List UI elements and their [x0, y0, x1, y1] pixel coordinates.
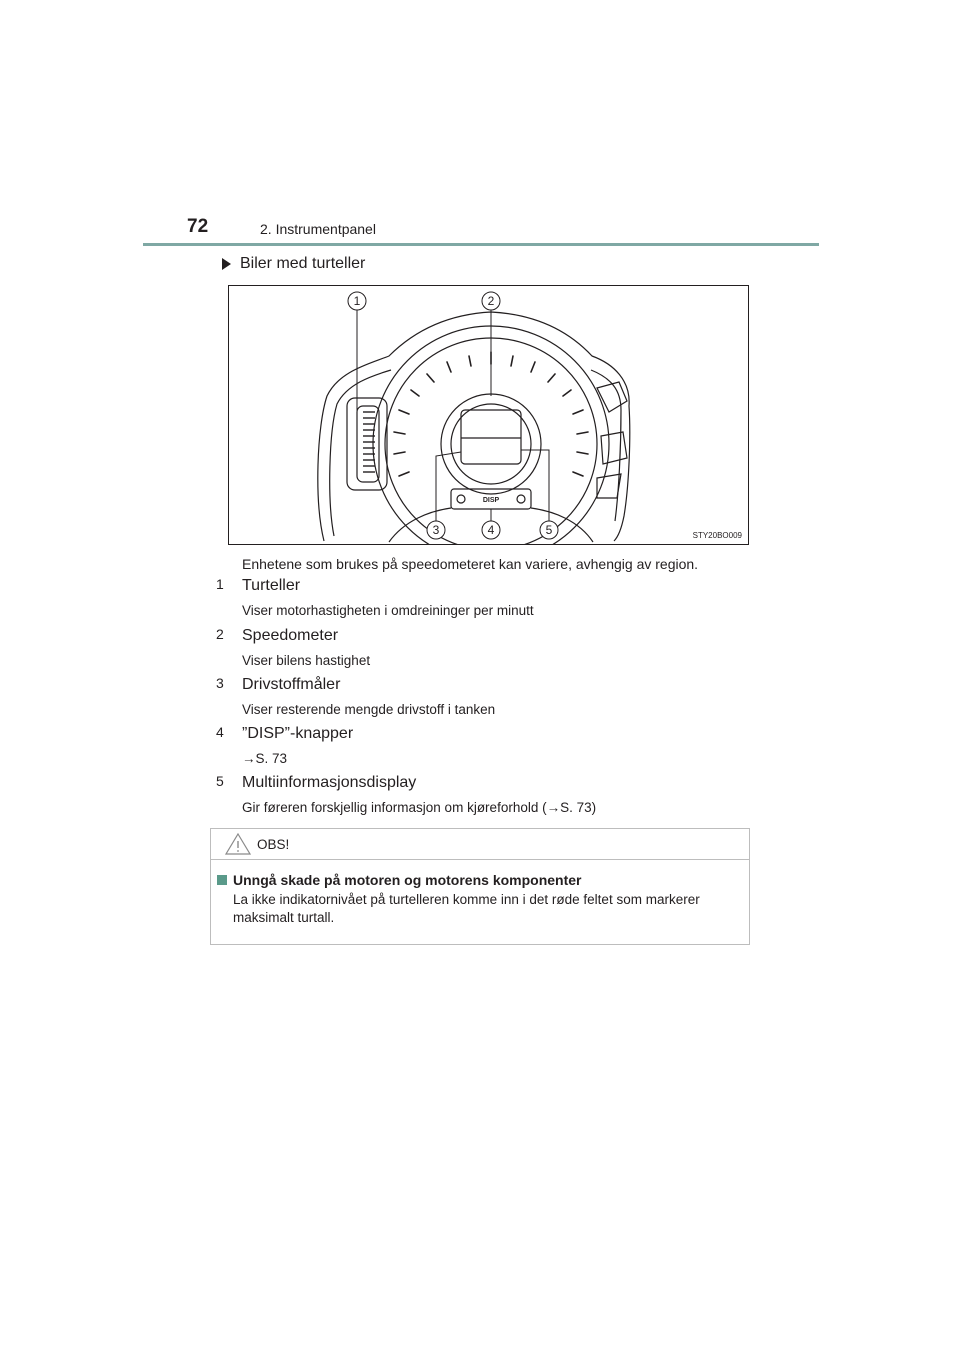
caution-heading: OBS!: [257, 836, 290, 852]
disp-button-label: DISP: [482, 497, 500, 504]
caution-box: [210, 828, 750, 945]
caution-text: La ikke indikatornivået på turtelleren komme inn i det røde feltet som markerer maksimalt turtall.: [233, 892, 700, 925]
subsection-label: Biler med turteller: [240, 255, 366, 272]
item-label: Multiinformasjonsdisplay: [242, 774, 417, 791]
list-item: [216, 724, 756, 766]
list-item: [216, 675, 756, 717]
item-label: ”DISP”-knapper: [242, 725, 354, 742]
callout-2: 2: [487, 294, 495, 308]
item-number: 5: [216, 773, 224, 789]
warning-triangle-icon: [225, 833, 251, 855]
item-number: 2: [216, 626, 224, 642]
callout-1: 1: [353, 294, 361, 308]
item-number: 3: [216, 675, 224, 691]
item-label: Drivstoffmåler: [242, 676, 341, 693]
item-description: Viser bilens hastighet: [242, 653, 371, 668]
list-item: [216, 626, 756, 668]
subsection-heading: [222, 255, 365, 273]
item-description: Gir føreren forskjellig informasjon om kjøreforhold (→S. 73): [242, 800, 597, 815]
callout-3: 3: [432, 523, 440, 537]
figure-code: STY20BO009: [692, 531, 742, 540]
region-note: Enhetene som brukes på speedometeret kan variere, avhengig av region.: [242, 556, 699, 572]
item-label: Turteller: [242, 577, 301, 594]
item-number: 1: [216, 576, 224, 592]
caution-title: Unngå skade på motoren og motorens komponenter: [233, 872, 582, 888]
header-rule: [143, 243, 819, 246]
item-label: Speedometer: [242, 627, 339, 644]
item-description: →S. 73: [242, 751, 288, 766]
section-title: 2. Instrumentpanel: [260, 221, 376, 237]
triangle-bullet-icon: [222, 258, 231, 270]
caution-header: [211, 829, 749, 860]
list-item: [216, 773, 756, 815]
callout-5: 5: [545, 523, 553, 537]
instrument-cluster-illustration: [229, 286, 748, 544]
instrument-cluster-figure: [228, 285, 749, 545]
callout-4: 4: [487, 523, 495, 537]
item-description: Viser resterende mengde drivstoff i tanken: [242, 702, 496, 717]
page-number: 72: [187, 216, 209, 237]
item-description: Viser motorhastigheten i omdreininger per minutt: [242, 603, 534, 618]
square-bullet-icon: [217, 875, 227, 885]
item-number: 4: [216, 724, 224, 740]
list-item: [216, 576, 756, 618]
